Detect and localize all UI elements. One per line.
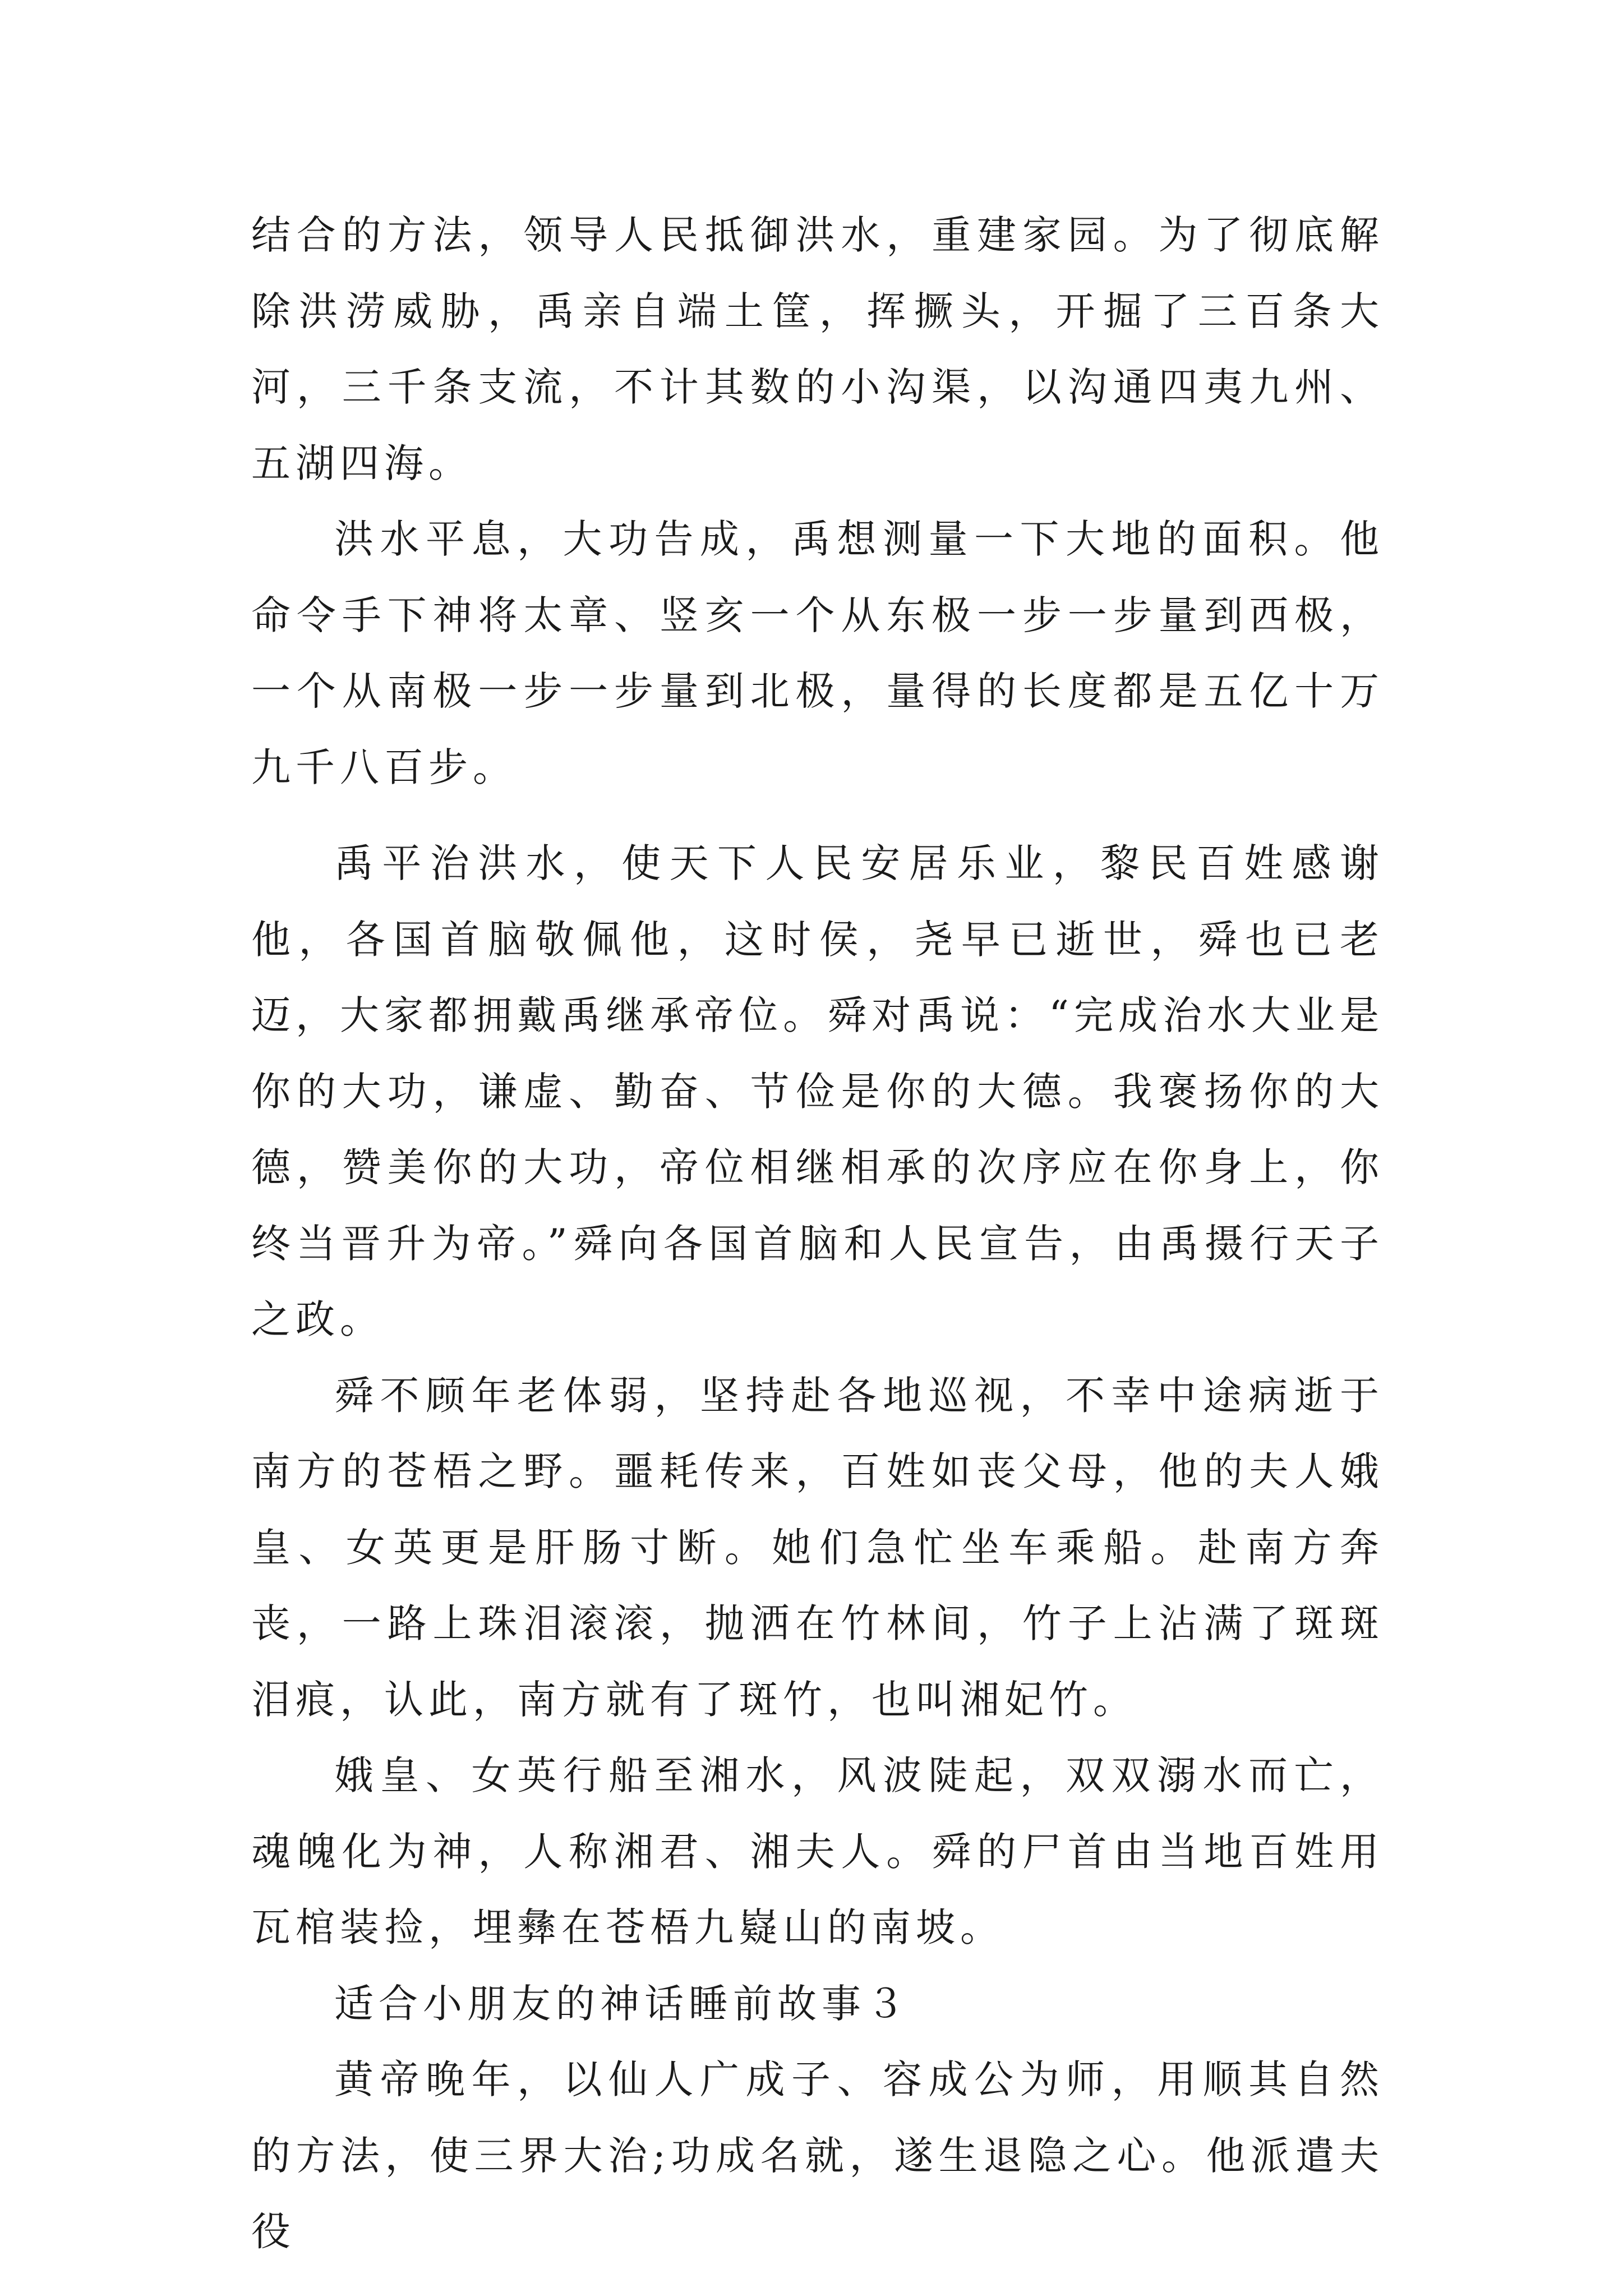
paragraph-ehuang-nuying: 娥皇、女英行船至湘水，风波陡起，双双溺水而亡，魂魄化为神，人称湘君、湘夫人。舜的尸首由当地百姓用瓦棺装捡，埋彝在苍梧九嶷山的南坡。 [251,1752,1384,1950]
document-body [251,197,1384,2270]
paragraph-shun-death: 舜不顾年老体弱，坚持赴各地巡视，不幸中途病逝于南方的苍梧之野。噩耗传来，百姓如丧父母，他的夫人娥皇、女英更是肝肠寸断。她们急忙坐车乘船。赴南方奔丧，一路上珠泪滚滚，抛洒在竹林间，竹子上沾满了斑斑泪痕，认此，南方就有了斑竹，也叫湘妃竹。 [251,1372,1384,1723]
paragraph-huangdi: 黄帝晚年，以仙人广成子、容成公为师，用顺其自然的方法，使三界大治;功成名就，遂生退隐之心。他派遣夫役 [251,2056,1384,2254]
story-heading: 适合小朋友的神话睡前故事３ [334,1980,910,2027]
paragraph-yu-succession: 禹平治洪水，使天下人民安居乐业，黎民百姓感谢他，各国首脑敬佩他，这时侯，尧早已逝世，舜也已老迈，大家都拥戴禹继承帝位。舜对禹说：“完成治水大业是你的大功，谦虚、勤奋、节俭是你的大德。我褒扬你的大德，赞美你的大功，帝位相继相承的次序应在你身上，你终当晋升为帝。”舜向各国首脑和人民宣告，由禹摄行天子之政。 [251,840,1384,1342]
paragraph-flood-measurement: 洪水平息，大功告成，禹想测量一下大地的面积。他命令手下神将太章、竖亥一个从东极一步一步量到西极，一个从南极一步一步量到北极，量得的长度都是五亿十万九千八百步。 [251,516,1384,790]
paragraph-continued: 结合的方法，领导人民抵御洪水，重建家园。为了彻底解除洪涝威胁，禹亲自端土筐，挥撅头，开掘了三百条大河，三千条支流，不计其数的小沟渠，以沟通四夷九州、五湖四海。 [251,212,1384,486]
